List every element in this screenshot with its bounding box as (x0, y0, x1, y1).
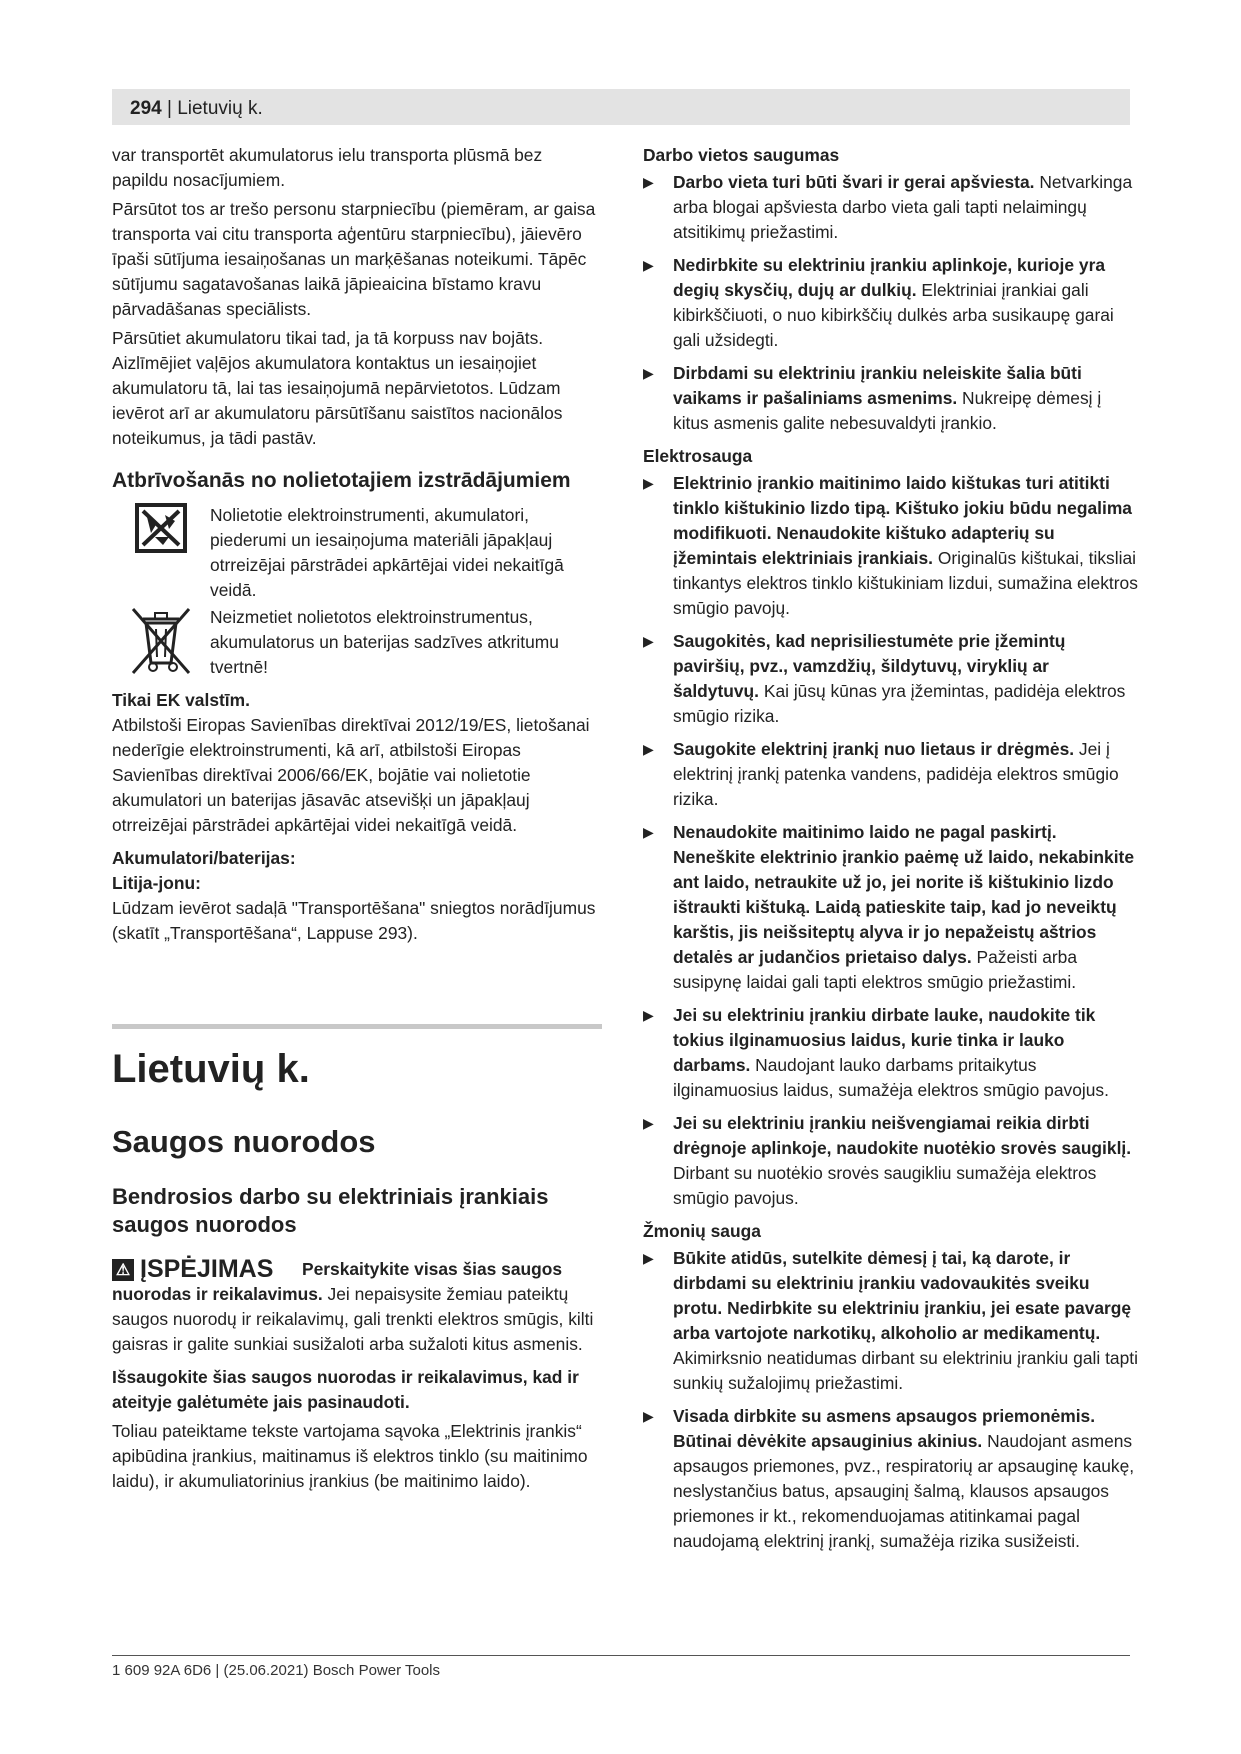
running-header (130, 98, 263, 120)
bullet-arrow-icon: ▶ (643, 257, 654, 273)
header-separator: | (161, 98, 178, 119)
header-language: Lietuvių k. (177, 98, 263, 119)
list-item: ▶ Elektrinio įrankio maitinimo laido kištukas turi atitikti tinklo kištukinio lizdo tipą. Kištuko jokiu būdu negalima modifikuoti. Nenaudokite kištuko adapterių su įžemintais elektriniais įrankiais. Originalūs kištukai, tiksliai tinkantys elektros tinklo kištukiniam lizdui, sumažina elektros smūgio pavojų. (643, 473, 1138, 618)
list-item: ▶ Saugokite elektrinį įrankį nuo lietaus ir drėgmės. Jei į elektrinį įrankį patenka vandens, padidėja elektros smūgio rizika. (643, 739, 1119, 809)
warning-block (112, 1257, 602, 1357)
left-column (112, 143, 602, 1498)
bullet-arrow-icon: ▶ (643, 1408, 654, 1424)
list-item: ▶ Nedirbkite su elektriniu įrankiu aplinkoje, kurioje yra degių skysčių, dujų ar dulkių. Elektriniai įrankiai gali kibirkščiuoti, o nuo kibirkščių dulkės arba susikaupę garai gali užsidegti. (643, 255, 1114, 350)
recycle-text: Nolietotie elektroinstrumenti, akumulatori, piederumi un iesaiņojuma materiāli jāpakļauj otrreizējai pārstrādei apkārtējai videi nekaitīgā veidā. (210, 505, 564, 600)
bullet-arrow-icon: ▶ (643, 1250, 654, 1266)
personal-safety-heading: Žmonių sauga (643, 1221, 761, 1241)
footer-rule (112, 1655, 1130, 1656)
bullet-arrow-icon: ▶ (643, 475, 654, 491)
keep-instructions: Išsaugokite šias saugos nuorodas ir reikalavimus, kad ir ateityje galėtumėte jais pasinaudoti. (112, 1367, 579, 1412)
right-column (643, 143, 1138, 1562)
warning-body: Jei nepaisysite žemiau pateiktų saugos nuorodų ir reikalavimų, gali trenkti elektros smūgis, kilti gaisras ir galite sunkiai susižaloti arba sužaloti kitus asmenis. (112, 1284, 594, 1354)
warning-label (112, 1257, 273, 1282)
chapter-title: Lietuvių k. (112, 1047, 310, 1091)
bullet-arrow-icon: ▶ (643, 633, 654, 649)
warning-icon: ⚠ (112, 1259, 134, 1281)
bullet-arrow-icon: ▶ (643, 174, 654, 190)
transport-paragraph-3: Pārsūtiet akumulatoru tikai tad, ja tā korpuss nav bojāts. Aizlīmējiet vaļējos akumulatora kontaktus un iesaiņojiet akumulatoru tā, lai tas iesaiņojumā nepārvietotos. Lūdzam ievērot arī ar akumulatoru pārsūtīšanu saistītos nacionālos noteikumus, ja tādi pastāv. (112, 328, 563, 448)
transport-paragraph-1: var transportēt akumulatorus ielu transporta plūsmā bez papildu nosacījumiem. (112, 145, 543, 190)
list-item: ▶ Nenaudokite maitinimo laido ne pagal paskirtį. Neneškite elektrinio įrankio paėmę už laido, nekabinkite ant laido, netraukite už jo, jei norite iš kištukinio lizdo ištraukti kištuką. Laidą patieskite taip, kad jo neveiktų karštis, jis neišsiteptų alyva ir jo nepažeistų aštrios detalės ar judančios prietaiso dalys. Pažeisti arba susipynę laidai gali tapti elektros smūgio priežastimi. (643, 822, 1135, 992)
bullet-arrow-icon: ▶ (643, 741, 654, 757)
recycle-notice (112, 503, 602, 603)
transport-paragraph-2: Pārsūtot tos ar trešo personu starpniecību (piemēram, ar gaisa transporta vai citu transporta aģentūru starpniecību), jāievēro īpaši sūtījuma iesaiņošanas un marķēšanas noteikumi. Tāpēc sūtījumu sagatavošanas laikā jāpieaicina bīstamo kravu pārvadāšanas speciālists. (112, 199, 596, 319)
batteries-heading: Akumulatori/baterijas: (112, 848, 296, 868)
ek-paragraph: Atbilstoši Eiropas Savienības direktīvai 2012/19/ES, lietošanai nederīgie elektroinstrumenti, kā arī, atbilstoši Eiropas Savienības direktīvai 2006/66/EK, bojātie vai nolietotie akumulatori un baterijas jāsavāc atsevišķi un jāpakļauj otrreizējai pārstrādei apkārtējai videi nekaitīgā veidā. (112, 715, 590, 835)
bullet-arrow-icon: ▶ (643, 365, 654, 381)
term-definition: Toliau pateiktame tekste vartojama sąvoka „Elektrinis įrankis“ apibūdina įrankius, maitinamus iš elektros tinklo (su maitinimo laidu), ir akumuliatorinius įrankius (be maitinimo laido). (112, 1421, 588, 1491)
electrical-heading: Elektrosauga (643, 446, 753, 466)
section-divider (112, 1024, 602, 1029)
work-area-heading: Darbo vietos saugumas (643, 145, 840, 165)
lithium-paragraph: Lūdzam ievērot sadaļā "Transportēšana" sniegtos norādījumus (skatīt „Transportēšana“, Lappuse 293). (112, 898, 596, 943)
page-number: 294 (130, 98, 162, 119)
list-item: ▶ Visada dirbkite su asmens apsaugos priemonėmis. Būtinai dėvėkite apsauginius akinius. Naudojant asmens apsaugos priemones, pvz., respiratorių ar apsauginę kaukę, neslystančius batus, apsauginį šalmą, klausos apsaugos priemones ir kt., rekomenduojamas atitinkamai pagal naudojamą elektrinį įrankį, sumažėja rizika susižeisti. (643, 1406, 1135, 1551)
weee-text: Neizmetiet nolietotos elektroinstrumentus, akumulatorus un baterijas sadzīves atkritumu tvertnē! (210, 607, 559, 677)
recycling-icon (135, 503, 187, 553)
crossed-bin-icon (129, 605, 193, 677)
bullet-arrow-icon: ▶ (643, 824, 654, 840)
disposal-heading: Atbrīvošanās no nolietotajiem izstrādājumiem (112, 469, 571, 492)
bullet-arrow-icon: ▶ (643, 1115, 654, 1131)
subsection-title: Bendrosios darbo su elektriniais įrankiais saugos nuorodos (112, 1184, 549, 1237)
weee-notice (112, 605, 602, 680)
list-item: ▶ Būkite atidūs, sutelkite dėmesį į tai, ką darote, ir dirbdami su elektriniu įrankiu vadovaukitės sveiku protu. Nedirbkite su elektriniu įrankiu, jei esate pavargę arba vartojote narkotikų, alkoholio ar medikamentų. Akimirksnio neatidumas dirbant su elektriniu įrankiu gali tapti sunkių sužalojimų priežastimi. (643, 1248, 1138, 1393)
header-bar (112, 89, 1130, 125)
list-item: ▶ Saugokitės, kad neprisiliestumėte prie įžemintų paviršių, pvz., vamzdžių, šildytuvų, viryklių ar šaldytuvų. Kai jūsų kūnas yra įžemintas, padidėja elektros smūgio rizika. (643, 631, 1126, 726)
list-item: ▶ Dirbdami su elektriniu įrankiu neleiskite šalia būti vaikams ir pašaliniams asmenims. Nukreipę dėmesį į kitus asmenis galite nebesuvaldyti įrankio. (643, 363, 1102, 433)
section-title: Saugos nuorodos (112, 1124, 376, 1159)
list-item: ▶ Darbo vieta turi būti švari ir gerai apšviesta. Netvarkinga arba blogai apšviesta darbo vieta gali tapti nelaimingų atsitikimų priežastimi. (643, 172, 1133, 242)
warning-bold: Perskaitykite visas šias saugos nuorodas ir reikalavimus. (112, 1259, 563, 1304)
bullet-arrow-icon: ▶ (643, 1007, 654, 1023)
footer: 1 609 92A 6D6 | (25.06.2021) Bosch Power Tools (112, 1662, 441, 1679)
warning-word: ĮSPĖJIMAS (140, 1255, 274, 1283)
list-item: ▶ Jei su elektriniu įrankiu dirbate lauke, naudokite tik tokius ilginamuosius laidus, kurie tinka ir lauko darbams. Naudojant lauko darbams pritaikytus ilginamuosius laidus, sumažėja elektros smūgio pavojus. (643, 1005, 1109, 1100)
list-item: ▶ Jei su elektriniu įrankiu neišvengiamai reikia dirbti drėgnoje aplinkoje, naudokite nuotėkio srovės saugiklį. Dirbant su nuotėkio srovės saugikliu sumažėja elektros smūgio pavojus. (643, 1113, 1132, 1208)
lithium-heading: Litija-jonu: (112, 873, 201, 893)
ek-heading: Tikai EK valstīm. (112, 690, 250, 710)
